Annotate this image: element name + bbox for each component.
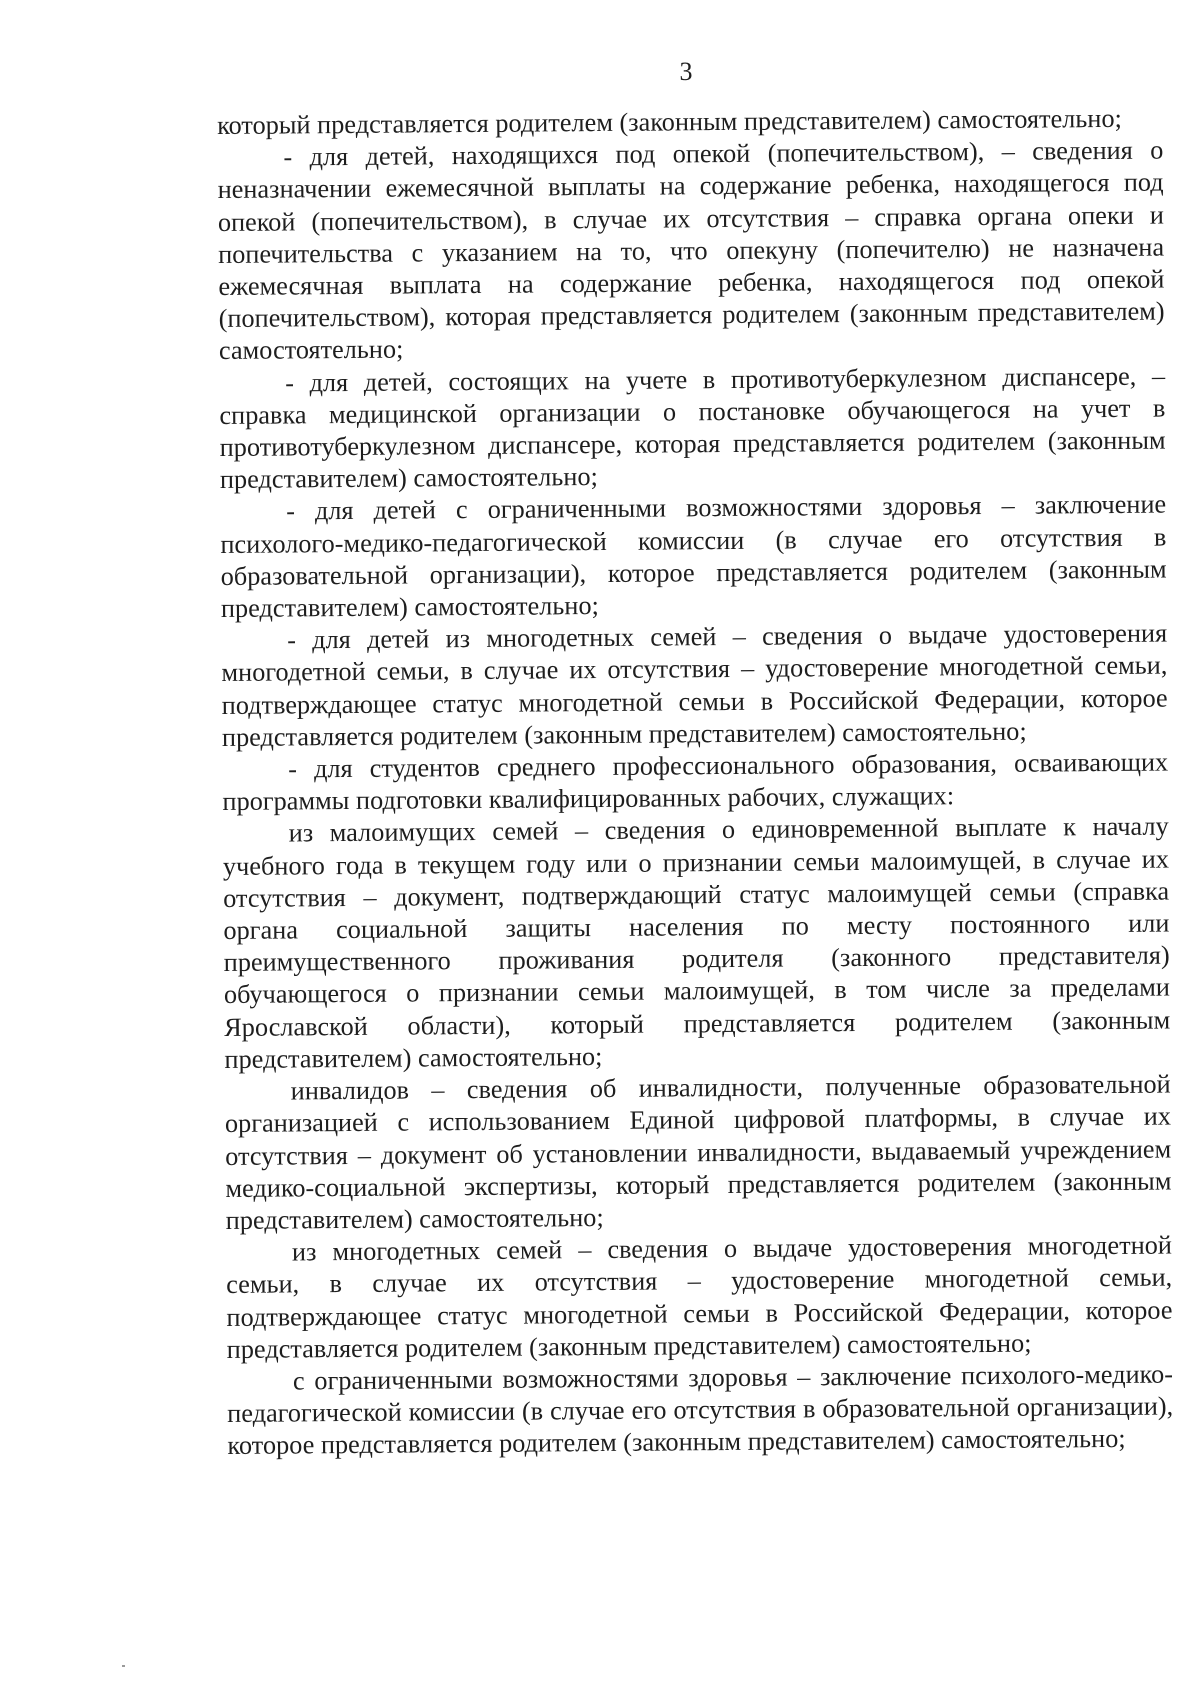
paragraph-large-families: - для детей из многодетных семей – сведения о выдаче удостоверения многодетной семьи, в случае их отсутствия – удостоверение многодетной семьи, подтверждающее статус многодетной семьи в Российской Федерации, которое представляется родителем (законным представителем) самостоятельно; [221, 618, 1168, 752]
paragraph-tuberculosis: - для детей, состоящих на учете в противотуберкулезном диспансере, – справка медицинской организации о постановке обучающегося на учет в противотуберкулезном диспансере, которая представляется родителем (законным представителем) самостоятельно; [219, 361, 1166, 495]
paragraph-guardianship: - для детей, находящихся под опекой (попечительством), – сведения о неназначении ежемесячной выплаты на содержание ребенка, находящегося под опекой (попечительством), в случае их отсутствия – справка органа опеки и попечительства с указанием на то, что опекуну (попечителю) не назначена ежемесячная выплата на содержание ребенка, находящегося под опекой (попечительством), которая представляется родителем (законным представителем) самостоятельно; [217, 135, 1165, 366]
paragraph-vocational-students: - для студентов среднего профессионального образования, осваивающих программы подготовки квалифицированных рабочих, служащих: [222, 747, 1169, 817]
paragraph-students-large-families: из многодетных семей – сведения о выдаче удостоверения многодетной семьи, в случае их отсутствия – удостоверение многодетной семьи, подтверждающее статус многодетной семьи в Российской Федерации, которое представляется родителем (законным представителем) самостоятельно; [226, 1230, 1173, 1364]
page-number: 3 [679, 57, 693, 86]
paragraph-students-disabilities: с ограниченными возможностями здоровья – заключение психолого-медико-педагогической комиссии (в случае его отсутствия в образовательной организации), которое представляется родителем (законным представителем) самостоятельно; [227, 1359, 1174, 1461]
scan-artifact [122, 1665, 125, 1667]
paragraph-continuation: который представляется родителем (законным представителем) самостоятельно; [217, 103, 1122, 140]
paragraph-low-income: из малоимущих семей – сведения о единовременной выплате к началу учебного года в текущем году или о признании семьи малоимущей, в случае их отсутствия – документ, подтверждающий статус малоимущей семьи (справка органа социальной защиты населения по месту постоянного или преимущественного проживания родителя (законного представителя) обучающегося о признании семьи малоимущей, в том числе за пределами Ярославской области), который представляется родителем (законным представителем) самостоятельно; [222, 812, 1171, 1074]
paragraph-disabilities: - для детей с ограниченными возможностями здоровья – заключение психолого-медико-педагогической комиссии (в случае его отсутствия в образовательной организации), которое представляется родителем (законным представителем) самостоятельно; [220, 489, 1167, 624]
document-body [217, 103, 1174, 1463]
paragraph-invalids: инвалидов – сведения об инвалидности, полученные образовательной организацией с использованием Единой цифровой платформы, в случае их отсутствия – документ об установлении инвалидности, выдаваемый учреждением медико-социальной экспертизы, который представляется родителем (законным представителем) самостоятельно; [224, 1069, 1172, 1235]
